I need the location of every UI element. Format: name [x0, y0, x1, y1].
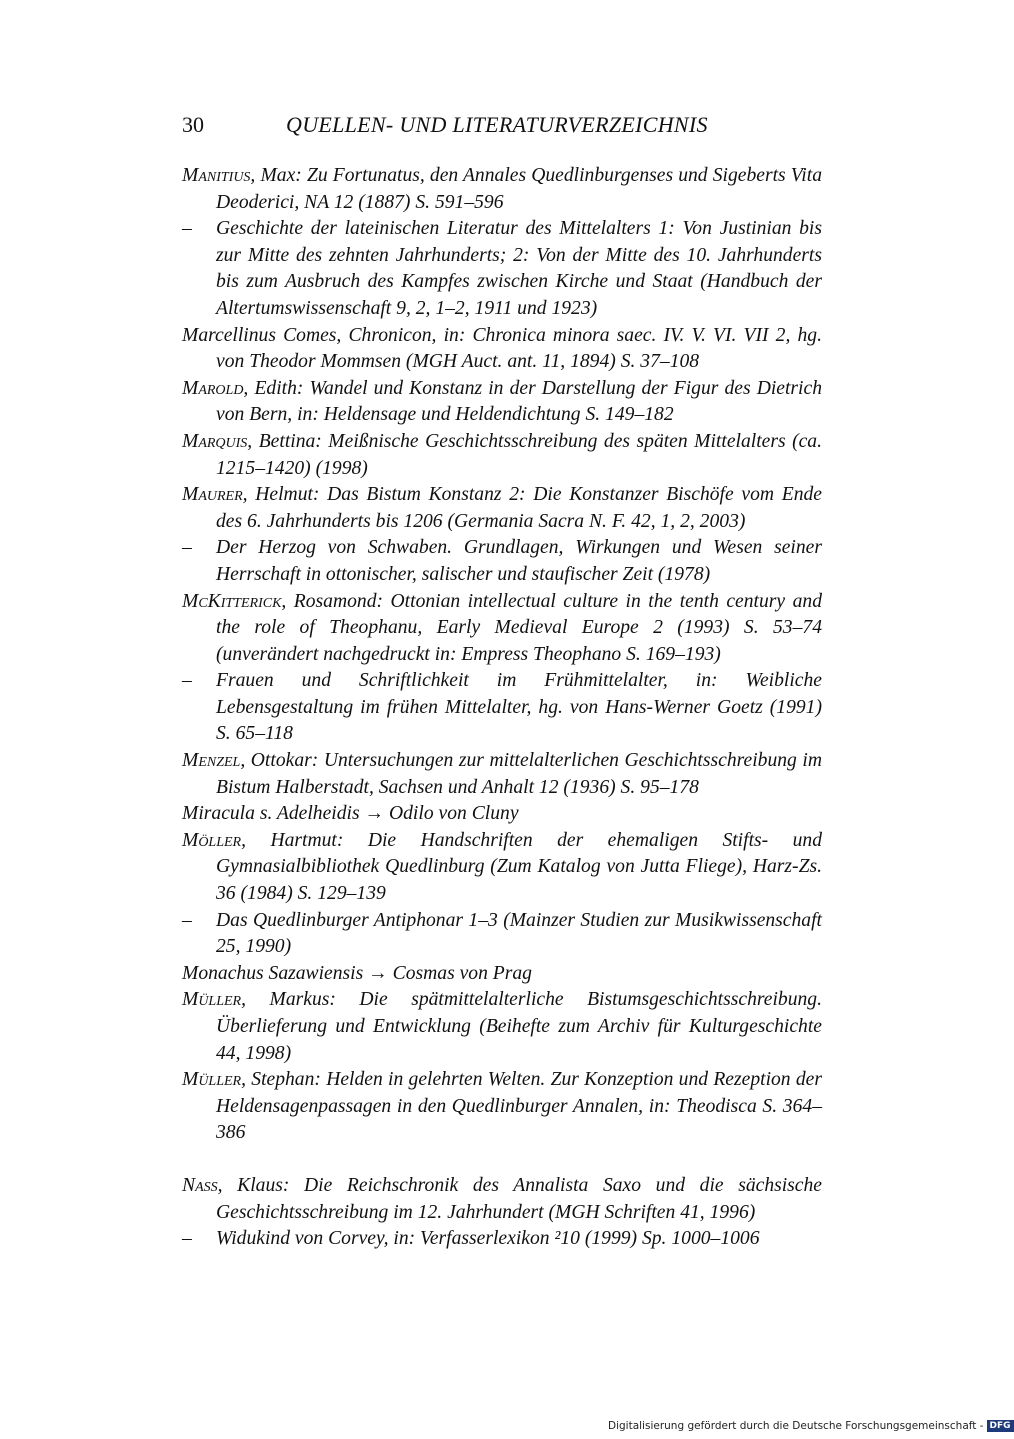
bib-entry-nass-2: [182, 1226, 822, 1253]
entry-text: Monachus Sazawiensis → Cosmas von Prag: [182, 962, 532, 984]
entry-text: Der Herzog von Schwaben. Grundlagen, Wirkungen und Wesen seiner Herrschaft in ottonischer, salischer und staufischer Zeit (1978): [216, 537, 822, 585]
bib-entry-moeller-2: [182, 908, 822, 961]
entry-author: McKitterick,: [182, 590, 287, 612]
bib-entry-moeller-1: [182, 828, 822, 908]
dash-marker: –: [182, 670, 192, 692]
dash-marker: –: [182, 218, 192, 240]
section-gap: [182, 1147, 822, 1173]
page-number: 30: [182, 112, 204, 137]
entry-text: Edith: Wandel und Konstanz in der Darstellung der Figur des Dietrich von Bern, in: Heldensage und Heldendichtung S. 149–182: [216, 377, 822, 426]
bib-entry-marquis: [182, 429, 822, 482]
bib-entry-mckitterick-1: [182, 589, 822, 669]
bib-entry-marold: [182, 376, 822, 429]
bib-entry-mueller-stephan: [182, 1067, 822, 1147]
bibliography-list: [182, 163, 822, 1253]
bib-entry-maurer-1: [182, 482, 822, 535]
entry-text: Frauen und Schriftlichkeit im Frühmittelalter, in: Weibliche Lebensgestaltung im frühen Mittelalter, hg. von Hans-Werner Goetz (1991) S. 65–118: [216, 670, 822, 745]
dash-marker: –: [182, 537, 192, 559]
entry-text: Rosamond: Ottonian intellectual culture in the tenth century and the role of Theophanu, Early Medieval Europe 2 (1993) S. 53–74 (unverändert nachgedruckt in: Empress Theophano S. 169–193): [216, 590, 822, 665]
running-header: [182, 112, 822, 148]
entry-author: Möller,: [182, 829, 247, 851]
entry-text: Marcellinus Comes, Chronicon, in: Chronica minora saec. IV. V. VI. VII 2, hg. von Theodor Mommsen (MGH Auct. ant. 11, 1894) S. 37–108: [182, 324, 822, 373]
bib-entry-manitius-2: [182, 216, 822, 322]
entry-author: Marold,: [182, 377, 249, 399]
bib-entry-nass-1: [182, 1173, 822, 1226]
entry-author: Müller,: [182, 989, 247, 1011]
entry-author: Manitius,: [182, 165, 256, 186]
dash-marker: –: [182, 909, 192, 931]
entry-text: Widukind von Corvey, in: Verfasserlexikon ²10 (1999) Sp. 1000–1006: [216, 1228, 760, 1250]
entry-text: Geschichte der lateinischen Literatur des Mittelalters 1: Von Justinian bis zur Mitte des zehnten Jahrhunderts; 2: Von der Mitte des 10. Jahrhunderts bis zum Ausbruch des Kampfes zwischen Kirche und Staat (Handbuch der Altertumswissenschaft 9, 2, 1–2, 1911 und 1923): [216, 218, 822, 319]
footer-text: Digitalisierung gefördert durch die Deutsche Forschungsgemeinschaft -: [608, 1420, 984, 1432]
entry-text: Max: Zu Fortunatus, den Annales Quedlinburgenses und Sigeberts Vita Deoderici, NA 12 (1887) S. 591–596: [216, 165, 822, 213]
bib-entry-menzel: [182, 748, 822, 801]
bib-entry-mckitterick-2: [182, 668, 822, 748]
dfg-logo-icon: DFG: [987, 1420, 1014, 1432]
dash-marker: –: [182, 1228, 192, 1250]
entry-author: Marquis,: [182, 430, 253, 452]
running-title: QUELLEN- UND LITERATURVERZEICHNIS: [286, 112, 708, 137]
entry-text: Helmut: Das Bistum Konstanz 2: Die Konstanzer Bischöfe vom Ende des 6. Jahrhunderts bis 1206 (Germania Sacra N. F. 42, 1, 2, 2003): [216, 484, 822, 532]
bib-entry-mueller-markus: [182, 987, 822, 1067]
entry-text: Markus: Die spätmittelalterliche Bistumsgeschichtsschreibung. Überlieferung und Entwicklung (Beihefte zum Archiv für Kulturgeschichte 44, 1998): [216, 989, 822, 1064]
bib-entry-manitius-1: [182, 163, 822, 216]
entry-text: Ottokar: Untersuchungen zur mittelalterlichen Geschichtsschreibung im Bistum Halberstadt, Sachsen und Anhalt 12 (1936) S. 95–178: [216, 750, 822, 798]
entry-text: Bettina: Meißnische Geschichtsschreibung des späten Mittelalters (ca. 1215–1420) (1998): [216, 430, 822, 479]
entry-text: Hartmut: Die Handschriften der ehemaligen Stifts- und Gymnasialbibliothek Quedlinburg (Zum Katalog von Jutta Fliege), Harz-Zs. 36 (1984) S. 129–139: [216, 829, 822, 905]
bib-entry-miracula: [182, 801, 822, 828]
entry-text: Miracula s. Adelheidis → Odilo von Cluny: [182, 803, 519, 825]
entry-text: Klaus: Die Reichschronik des Annalista Saxo und die sächsische Geschichtsschreibung im 12. Jahrhundert (MGH Schriften 41, 1996): [216, 1174, 822, 1223]
entry-text: Stephan: Helden in gelehrten Welten. Zur Konzeption und Rezeption der Heldensagenpassagen in den Quedlinburger Annalen, in: Theodisca S. 364–386: [216, 1069, 822, 1144]
bib-entry-monachus: [182, 961, 822, 988]
entry-author: Nass,: [182, 1174, 223, 1196]
entry-author: Müller,: [182, 1069, 247, 1091]
digitization-footer: [608, 1420, 1014, 1432]
entry-text: Das Quedlinburger Antiphonar 1–3 (Mainzer Studien zur Musikwissenschaft 25, 1990): [216, 909, 822, 958]
entry-author: Maurer,: [182, 484, 248, 506]
bib-entry-maurer-2: [182, 535, 822, 588]
entry-author: Menzel,: [182, 750, 246, 772]
bib-entry-marcellinus: [182, 323, 822, 376]
